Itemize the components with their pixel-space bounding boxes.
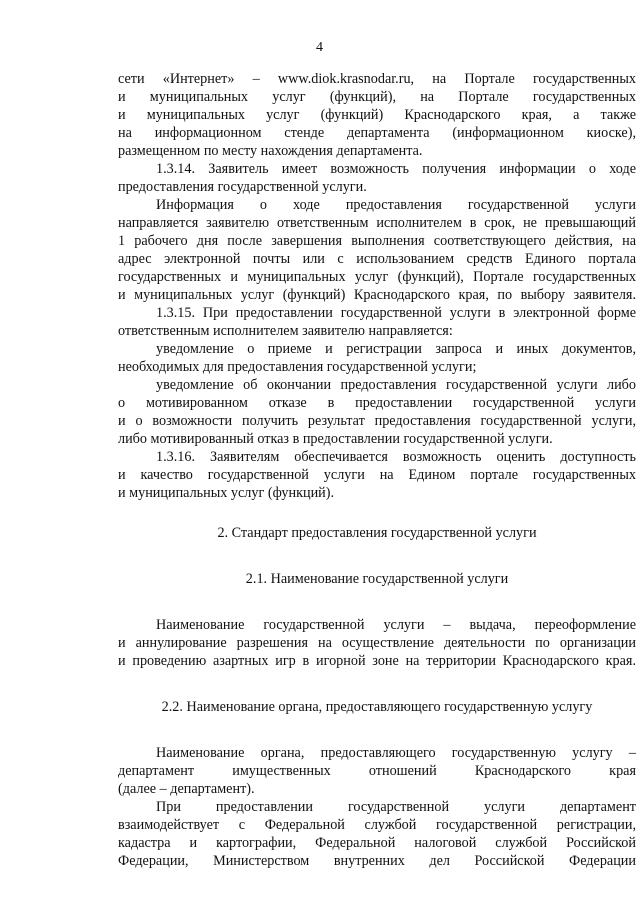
spacer	[118, 588, 636, 616]
text-line: сети «Интернет» – www.diok.krasnodar.ru, на Портале государственных	[118, 71, 636, 87]
text-line: взаимодействует с Федеральной службой государственной регистрации,	[118, 817, 636, 833]
spacer	[118, 542, 636, 570]
text-line: 1.3.16. Заявителям обеспечивается возможность оценить доступность	[156, 449, 636, 465]
text-line: и муниципальных услуг (функций) Краснодарского края, по выбору заявителя.	[118, 287, 636, 303]
text-line: необходимых для предоставления государственной услуги;	[118, 359, 477, 375]
text-line: либо мотивированный отказ в предоставлении государственной услуги.	[118, 431, 553, 447]
text-line: Федерации, Министерством внутренних дел Российской Федерации	[118, 853, 636, 869]
text-line: государственных и муниципальных услуг (функций), Портале государственных	[118, 269, 636, 285]
text-line: и муниципальных услуг (функций) Краснодарского края, а также	[118, 107, 636, 123]
text-line: Информация о ходе предоставления государственной услуги	[156, 197, 636, 213]
text-line: 1 рабочего дня после завершения выполнения соответствующего действия, на	[118, 233, 636, 249]
text-line: Наименование органа, предоставляющего государственную услугу –	[156, 745, 636, 761]
text-line: и муниципальных услуг (функций).	[118, 485, 335, 501]
text-line: (далее – департамент).	[118, 781, 255, 797]
spacer	[118, 670, 636, 698]
text-line: 1.3.15. При предоставлении государственной услуги в электронной форме	[156, 305, 636, 321]
text-line: направляется заявителю ответственным исполнителем в срок, не превышающий	[118, 215, 636, 231]
page-number: 4	[316, 40, 323, 55]
text-line: департамент имущественных отношений Краснодарского края	[118, 763, 636, 779]
text-line: кадастра и картографии, Федеральной налоговой службой Российской	[118, 835, 636, 851]
document-body	[118, 70, 636, 870]
text-line: предоставления государственной услуги.	[118, 179, 367, 195]
spacer	[118, 716, 636, 744]
text-line: Наименование государственной услуги – выдача, переоформление	[156, 617, 636, 633]
subsection-heading: 2.2. Наименование органа, предоставляющего государственную услугу	[161, 699, 593, 715]
text-line: уведомление о приеме и регистрации запроса и иных документов,	[156, 341, 636, 357]
text-line: на информационном стенде департамента (информационном киоске),	[118, 125, 636, 141]
text-line: и качество государственной услуги на Едином портале государственных	[118, 467, 636, 483]
text-line: уведомление об окончании предоставления государственной услуги либо	[156, 377, 636, 393]
text-line: и муниципальных услуг (функций), на Портале государственных	[118, 89, 636, 105]
text-line: адрес электронной почты или с использованием средств Единого портала	[118, 251, 636, 267]
text-line: При предоставлении государственной услуги департамент	[156, 799, 636, 815]
text-line: и проведению азартных игр в игорной зоне на территории Краснодарского края.	[118, 653, 636, 669]
text-line: о мотивированном отказе в предоставлении государственной услуги	[118, 395, 636, 411]
section-heading: 2. Стандарт предоставления государственной услуги	[217, 525, 537, 541]
subsection-heading: 2.1. Наименование государственной услуги	[245, 571, 509, 587]
text-line: ответственным исполнителем заявителю направляется:	[118, 323, 453, 339]
text-line: 1.3.14. Заявитель имеет возможность получения информации о ходе	[156, 161, 636, 177]
spacer	[118, 502, 636, 524]
text-line: и о возможности получить результат предоставления государственной услуги,	[118, 413, 636, 429]
text-line: размещенном по месту нахождения департамента.	[118, 143, 423, 159]
text-line: и аннулирование разрешения на осуществление деятельности по организации	[118, 635, 636, 651]
